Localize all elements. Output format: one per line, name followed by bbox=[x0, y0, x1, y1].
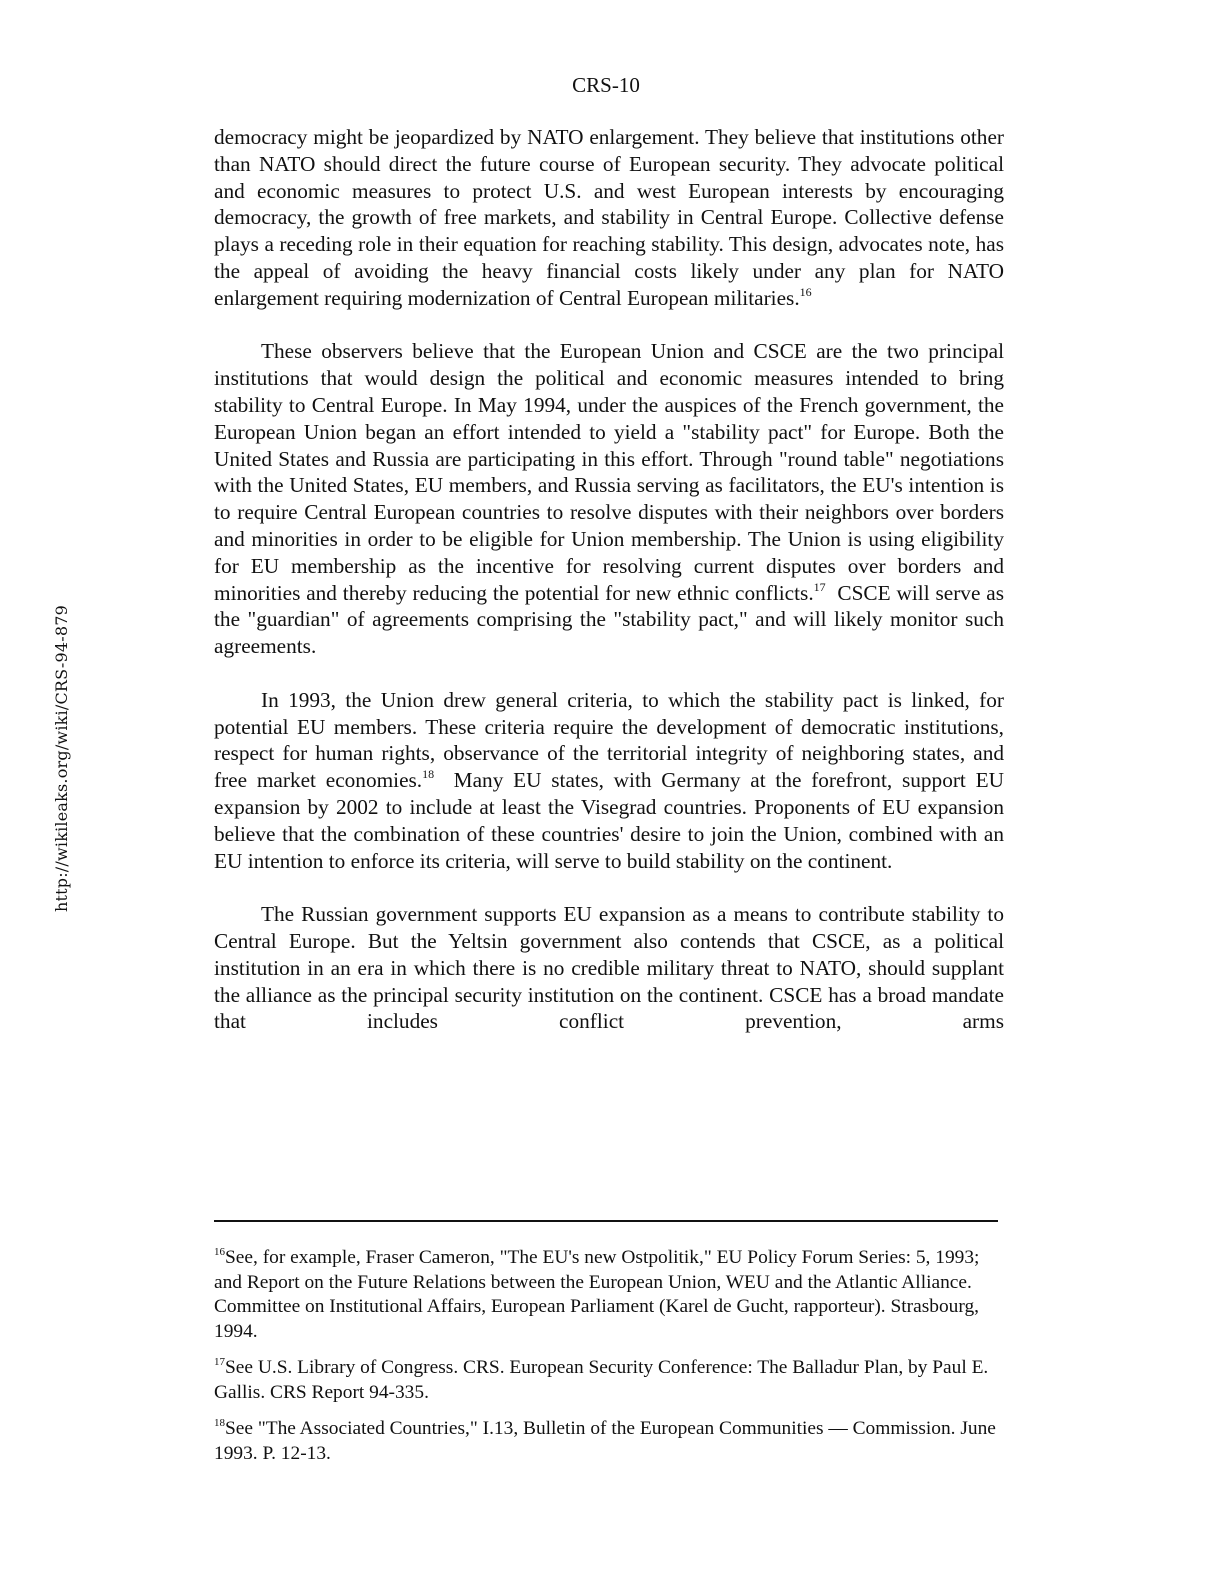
footnote-16 bbox=[214, 1246, 1000, 1344]
body-text bbox=[214, 124, 1010, 1062]
paragraph-text: In 1993, the Union drew general criteria, to which the stability pact is linked, for potential EU members. These criteria require the development of democratic institutions, respect for human rights, observance of the territorial integrity of neighboring states, and free market economies. bbox=[214, 687, 1004, 793]
footnote-text: See U.S. Library of Congress. CRS. European Security Conference: The Balladur Plan, by Paul E. Gallis. CRS Report 94-335. bbox=[214, 1357, 989, 1403]
footnote-ref-16[interactable]: 16 bbox=[799, 284, 812, 299]
footnote-number: 17 bbox=[214, 1356, 225, 1368]
paragraph-2 bbox=[214, 338, 1010, 660]
footnote-ref-18[interactable]: 18 bbox=[422, 767, 435, 782]
source-url-watermark: http://wikileaks.org/wiki/CRS-94-879 bbox=[52, 605, 71, 912]
page-number-header: CRS-10 bbox=[572, 73, 640, 97]
paragraph-1 bbox=[214, 124, 1004, 312]
paragraph-text: democracy might be jeopardized by NATO enlargement. They believe that institutions other than NATO should direct the future course of European security. They advocate political and economic measures to protect U.S. and west European interests by encouraging democracy, the growth of free markets, and stability in Central Europe. Collective defense plays a receding role in their equation for reaching stability. This design, advocates note, has the appeal of avoiding the heavy financial costs likely under any plan for NATO enlargement requiring modernization of Central European militaries. bbox=[214, 125, 1004, 310]
footnote-17 bbox=[214, 1356, 1000, 1405]
paragraph-text: The Russian government supports EU expansion as a means to contribute stability to Central Europe. But the Yeltsin government also contends that CSCE, as a political institution in an era in which there is no credible military threat to NATO, should supplant the alliance as the principal security institution on the continent. CSCE has a broad mandate that includes conflict prevention, arms bbox=[214, 902, 1004, 1034]
paragraph-text-after: Many EU states, with Germany at the forefront, support EU expansion by 2002 to include at least the Visegrad countries. Proponents of EU expansion believe that the combination of these countries' desire to join the Union, combined with an EU intention to enforce its criteria, will serve to build stability on the continent. bbox=[214, 768, 1010, 873]
footnote-text: See "The Associated Countries," I.13, Bulletin of the European Communities — Commission. June 1993. P. 12-13. bbox=[214, 1418, 996, 1464]
paragraph-text-after: CSCE will serve as the "guardian" of agreements comprising the "stability pact," and will likely monitor such agreements. bbox=[214, 580, 1010, 659]
footnote-ref-17[interactable]: 17 bbox=[813, 579, 826, 594]
footnote-number: 18 bbox=[214, 1417, 225, 1429]
footnote-18 bbox=[214, 1417, 1000, 1466]
paragraph-4 bbox=[214, 901, 1004, 1035]
paragraph-3 bbox=[214, 687, 1010, 875]
footnote-number: 16 bbox=[214, 1246, 225, 1258]
footnote-divider bbox=[214, 1220, 998, 1222]
paragraph-text: These observers believe that the European Union and CSCE are the two principal institutions that would design the political and economic measures intended to bring stability to Central Europe. In May 1994, under the auspices of the French government, the European Union began an effort intended to yield a "stability pact" for Europe. Both the United States and Russia are participating in this effort. Through "round table" negotiations with the United States, EU members, and Russia serving as facilitators, the EU's intention is to require Central European countries to resolve disputes with their neighbors over borders and minorities in order to be eligible for Union membership. The Union is using eligibility for EU membership as the incentive for resolving current disputes over borders and minorities and thereby reducing the potential for new ethnic conflicts. bbox=[214, 339, 1004, 605]
footnote-text: See, for example, Fraser Cameron, "The EU's new Ostpolitik," EU Policy Forum Series: 5, 1993; and Report on the Future Relations between the European Union, WEU and the Atlantic Alliance. Committee on Institutional Affairs, European Parliament (Karel de Gucht, rapporteur). Strasbourg, 1994. bbox=[214, 1247, 980, 1342]
footnotes-section bbox=[214, 1246, 1000, 1478]
